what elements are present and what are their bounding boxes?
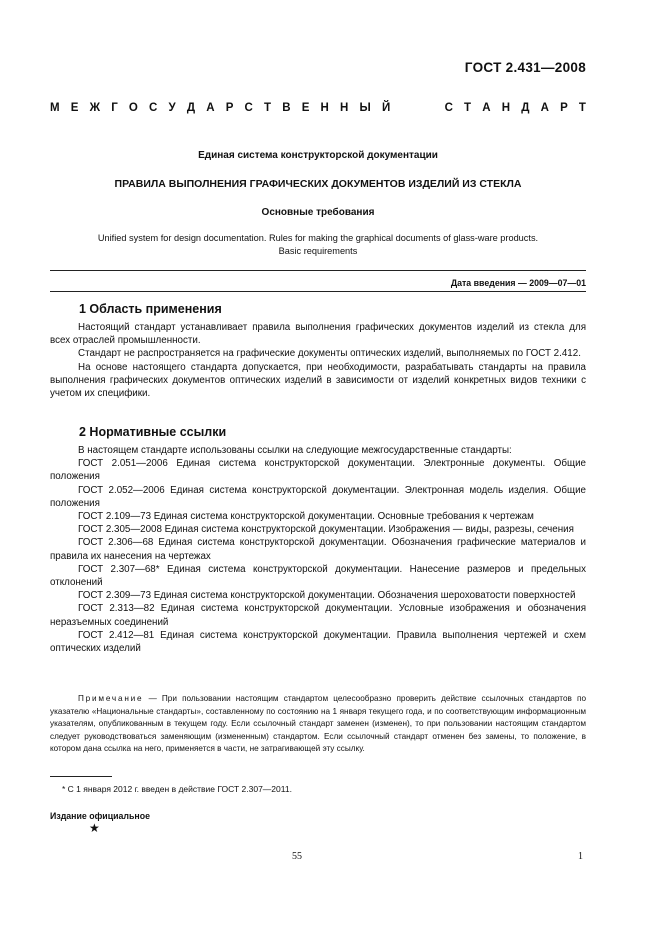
reference-item [50,510,586,523]
interstate-standard-banner [50,102,586,114]
banner-letter: С [244,102,253,114]
reference-item [50,629,586,655]
banner-letter: М [50,102,60,114]
reference-item [50,457,586,483]
paragraph-text: Настоящий стандарт устанавливает правила выполнения графических документов изделий из стекла для всех отраслей промышленности. [50,322,586,347]
banner-letter: А [206,102,215,114]
banner-letter: С [149,102,158,114]
banner-letter: Е [301,102,310,114]
date-divider [50,291,586,292]
banner-letter: О [128,102,138,114]
footnote-divider [50,776,112,777]
paragraph [50,321,586,347]
banner-letter: Ы [359,102,371,114]
page-number-center: 55 [292,851,302,862]
reference-text: ГОСТ 2.051—2006 Единая система конструкторской документации. Электронные документы. Общие положения [50,458,586,483]
reference-text: ГОСТ 2.307—68* Единая система конструкторской документации. Нанесение размеров и предельных отклонений [50,563,586,589]
banner-letter: Е [70,102,79,114]
banner-gap [401,102,433,114]
english-title-line-1: Unified system for design documentation. Rules for making the graphical documents of glass-ware products. [97,233,539,243]
banner-letter: Р [225,102,234,114]
note-text: — При пользовании настоящим стандартом целесообразно проверить действие ссылочных стандартов по указателю «Национальные стандарты», составленному по состоянию на 1 января текущего года, и по соответствующим информационным указателям, опубликованным в текущем году. Если ссылочный стандарт заменен (изменен), то при пользовании настоящим стандартом следует руководствоваться заменяющим (измененным) стандартом. Если ссылочный стандарт отменен без замены, то положение, в котором дана ссылка на него, применяется в части, не затрагивающей эту ссылку. [50,694,586,754]
title-divider [50,270,586,271]
page-number-right: 1 [578,851,583,862]
standard-code: ГОСТ 2.431—2008 [464,60,586,75]
reference-text: ГОСТ 2.306—68 Единая система конструкторской документации. Обозначения графические материалов и правила их нанесения на чертежах [50,537,586,562]
document-title: ПРАВИЛА ВЫПОЛНЕНИЯ ГРАФИЧЕСКИХ ДОКУМЕНТОВ ИЗДЕЛИЙ ИЗ СТЕКЛА [114,178,522,190]
banner-letter: А [540,102,549,114]
reference-item [50,602,586,628]
reference-text: ГОСТ 2.305—2008 Единая система конструкторской документации. Изображения — виды, разрезы, сечения [78,524,574,536]
reference-item [50,563,586,589]
paragraph [50,361,586,401]
reference-item [50,536,586,562]
banner-letter: Т [464,102,472,114]
banner-letter: Ж [89,102,101,114]
note-label: Примечание [78,694,144,703]
paragraph [50,444,586,457]
reference-text: ГОСТ 2.109—73 Единая система конструкторской документации. Основные требования к чертежам [78,511,534,523]
banner-letter: В [282,102,291,114]
reference-item [50,523,586,536]
paragraph-text: На основе настоящего стандарта допускается, при необходимости, разрабатывать стандарты на правила выполнения графических документов оптических изделий в зависимости от изделий конкретных видов техники с учетом их специфики. [50,361,586,400]
paragraph-text: Стандарт не распространяется на графические документы оптических изделий, выполняемых по ГОСТ 2.412. [78,348,581,360]
section-1-body [50,321,586,400]
english-title-line-2: Basic requirements [278,246,358,256]
banner-letter: Т [578,102,586,114]
reference-item [50,484,586,510]
star-icon: ★ [89,821,100,835]
banner-letter: Й [381,102,391,114]
official-edition-label: Издание официальное [50,811,150,821]
banner-letter: Г [111,102,118,114]
paragraph [50,347,586,360]
reference-text: ГОСТ 2.052—2006 Единая система конструкторской документации. Электронная модель изделия. Общие положения [50,484,586,509]
document-subtitle: Основные требования [261,207,375,218]
banner-letter: Н [340,102,349,114]
section-1-heading: 1 Область применения [79,302,222,316]
banner-letter: А [482,102,491,114]
banner-letter: С [444,102,453,114]
section-2-heading: 2 Нормативные ссылки [79,425,227,439]
system-title: Единая система конструкторской документации [198,150,438,161]
banner-letter: Т [264,102,272,114]
reference-item [50,589,586,602]
banner-letter: Н [320,102,329,114]
reference-text: ГОСТ 2.313—82 Единая система конструкторской документации. Условные изображения и обозначения неразъемных соединений [50,603,586,628]
banner-letter: Д [186,102,196,114]
introduction-date: Дата введения — 2009—07—01 [450,278,586,288]
note-block [50,693,586,756]
footnote: * С 1 января 2012 г. введен в действие ГОСТ 2.307—2011. [62,784,292,794]
banner-letter: У [168,102,176,114]
reference-text: ГОСТ 2.412—81 Единая система конструкторской документации. Правила выполнения чертежей и схем оптических изделий [50,629,586,655]
paragraph-text: В настоящем стандарте использованы ссылки на следующие межгосударственные стандарты: [78,445,512,456]
banner-letter: Р [560,102,568,114]
banner-letter: Д [521,102,530,114]
english-title [50,232,586,258]
reference-text: ГОСТ 2.309—73 Единая система конструкторской документации. Обозначения шероховатости поверхностей [78,590,576,602]
banner-letter: Н [501,102,511,114]
section-2-body [50,444,586,655]
